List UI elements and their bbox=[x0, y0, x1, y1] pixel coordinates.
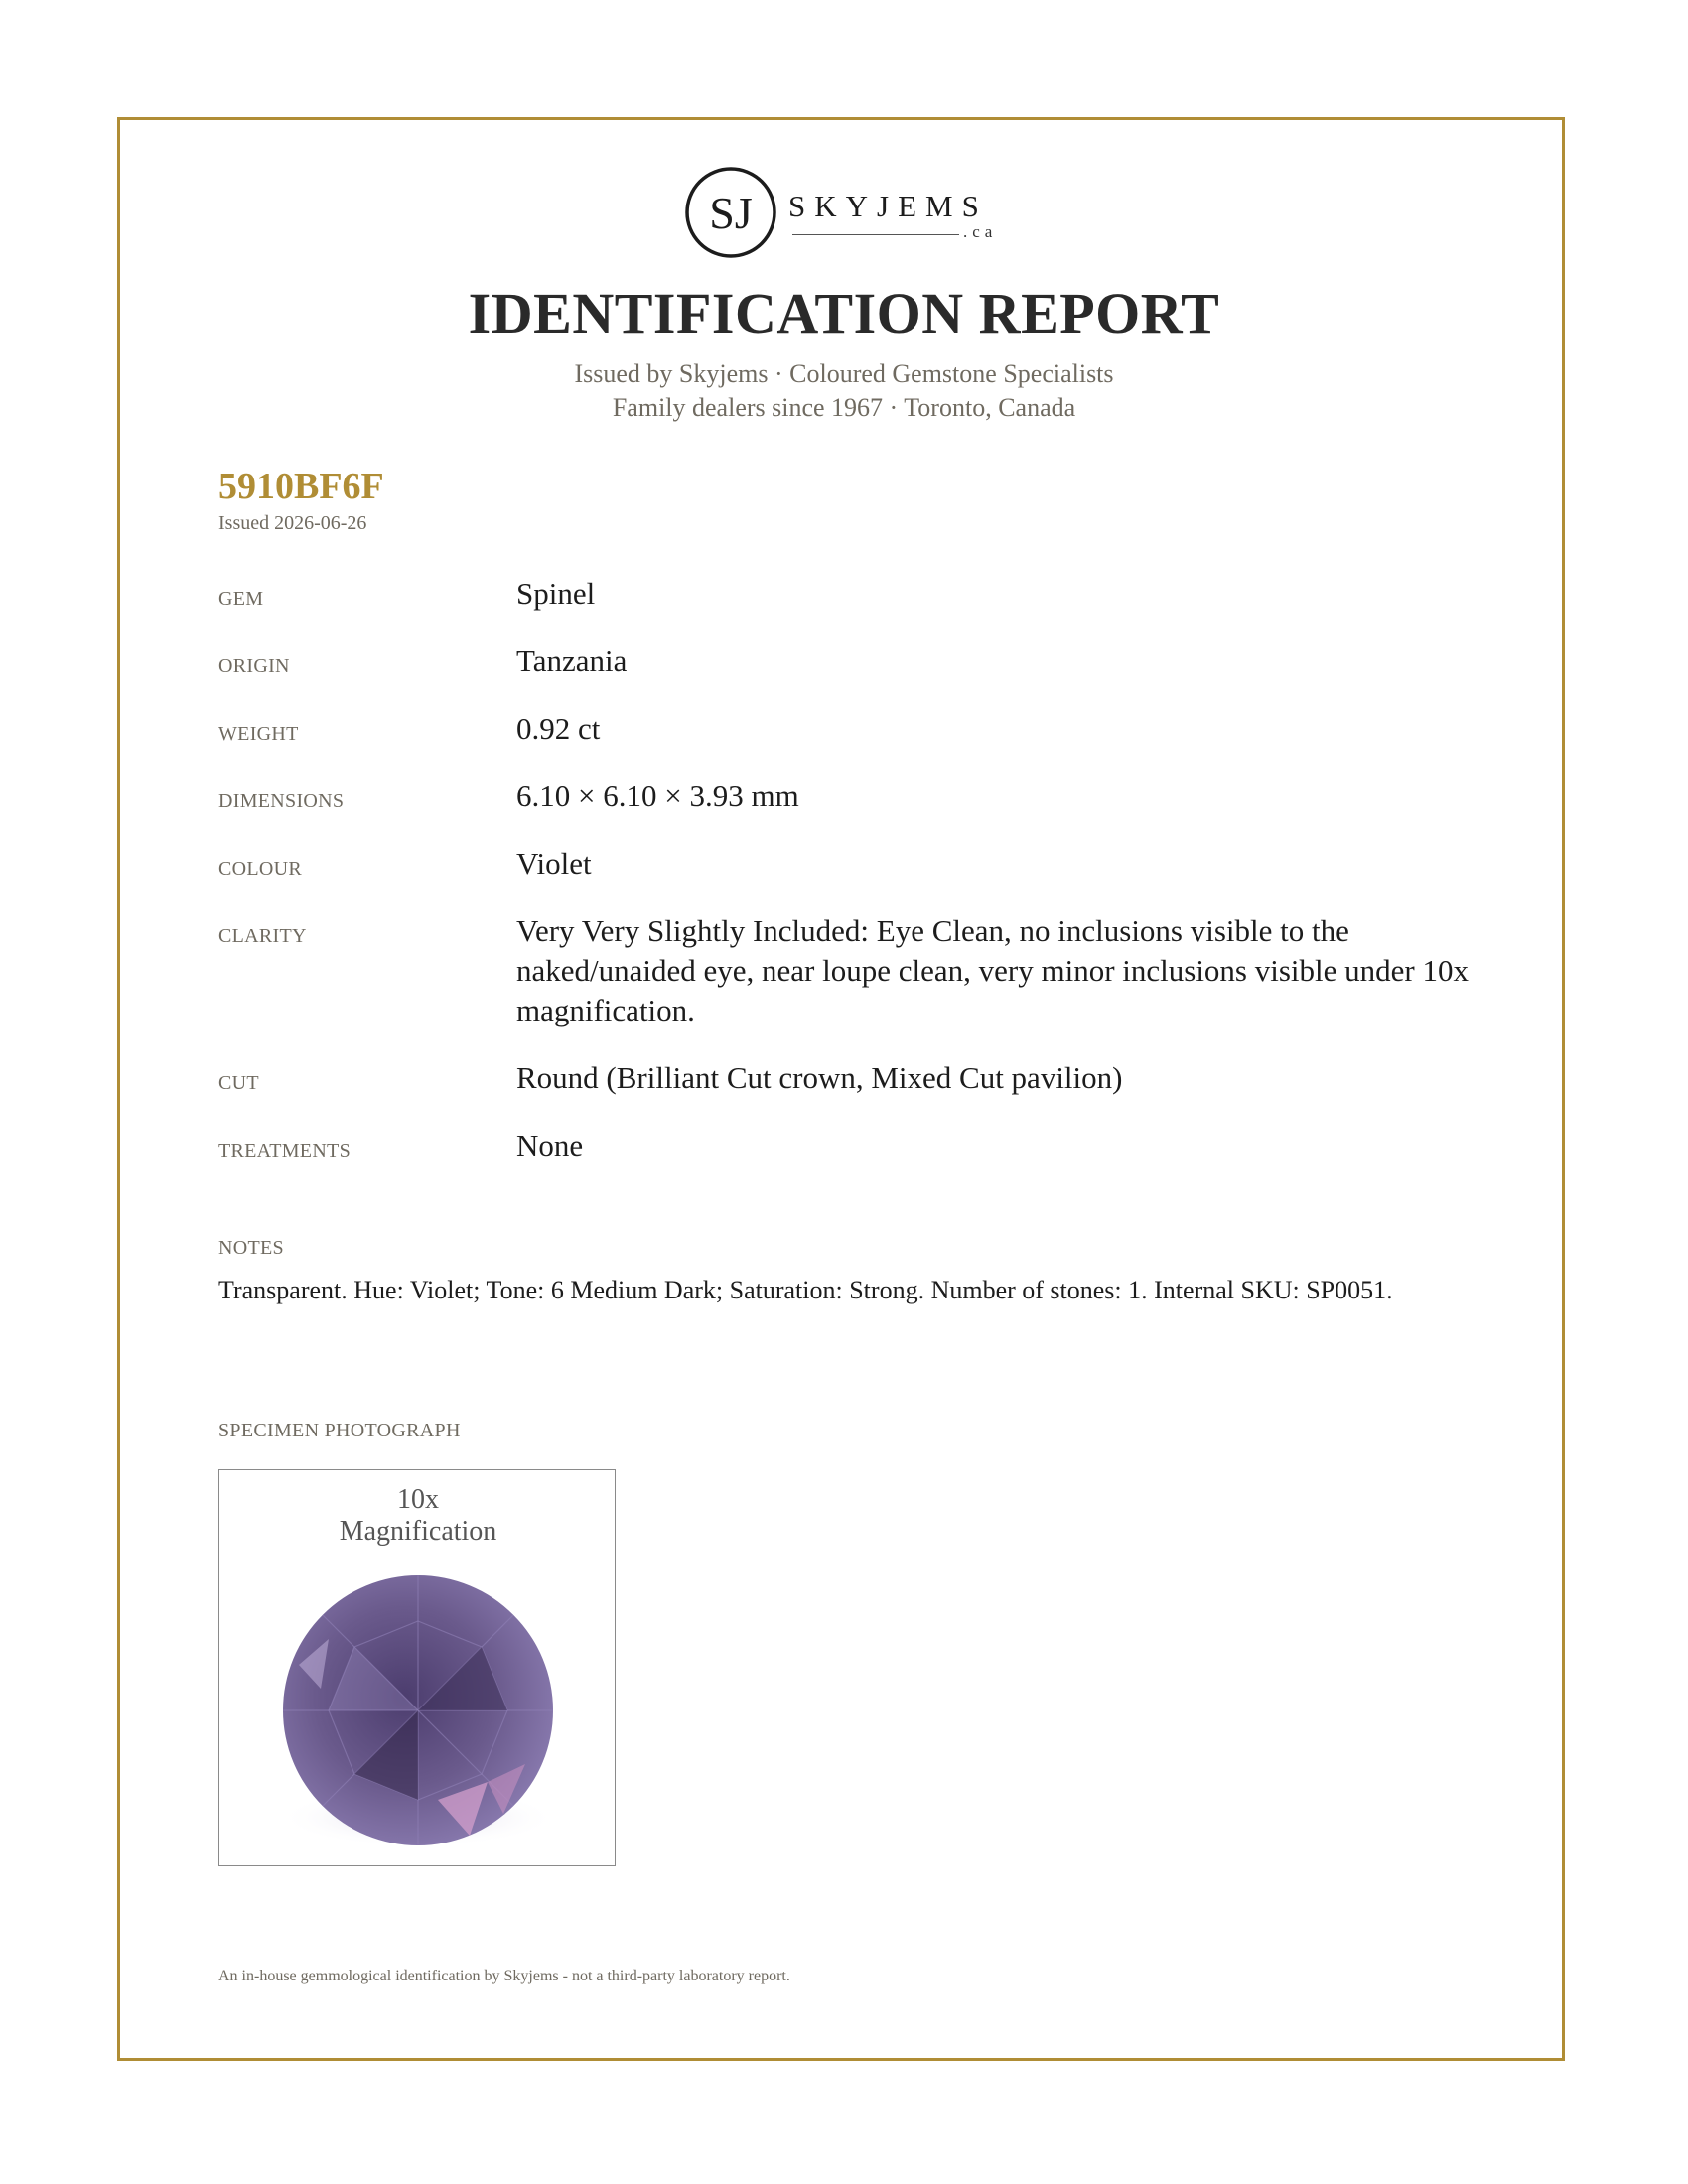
gem-label: GEM bbox=[218, 588, 264, 610]
report-title: IDENTIFICATION REPORT bbox=[468, 281, 1220, 345]
magnification-caption: Magnification bbox=[339, 1516, 497, 1547]
colour-label: COLOUR bbox=[218, 858, 303, 880]
monogram-text: SJ bbox=[709, 188, 753, 238]
cut-value: Round (Brilliant Cut crown, Mixed Cut pavilion) bbox=[516, 1060, 1123, 1095]
dimensions-value: 6.10 × 6.10 × 3.93 mm bbox=[516, 778, 799, 813]
logo-wordmark: SKYJEMS bbox=[788, 189, 988, 223]
logo-rule bbox=[792, 234, 959, 235]
treatments-value: None bbox=[516, 1128, 584, 1162]
colour-value: Violet bbox=[516, 846, 592, 881]
dimensions-label: DIMENSIONS bbox=[218, 790, 345, 812]
treatments-label: TREATMENTS bbox=[218, 1140, 351, 1161]
issue-date: Issued 2026-06-26 bbox=[218, 512, 367, 534]
clarity-value: Very Very Slightly Included: Eye Clean, no inclusions visible to the naked/unaided eye, near loupe clean, very minor inclusions visible under 10x magnification. bbox=[516, 913, 1469, 1027]
weight-label: WEIGHT bbox=[218, 723, 299, 745]
origin-label: ORIGIN bbox=[218, 655, 290, 677]
monogram-emblem bbox=[681, 163, 780, 262]
gem-value: Spinel bbox=[516, 576, 596, 611]
notes-label: NOTES bbox=[218, 1237, 284, 1259]
issuer-line: Issued by Skyjems · Coloured Gemstone Specialists bbox=[574, 359, 1114, 388]
cut-label: CUT bbox=[218, 1072, 259, 1094]
gemstone-image bbox=[259, 1570, 577, 1857]
specimen-photograph bbox=[218, 1469, 616, 1866]
clarity-label: CLARITY bbox=[218, 925, 307, 947]
footer-disclaimer: An in-house gemmological identification by Skyjems - not a third-party laboratory report. bbox=[218, 1968, 790, 1984]
skyjems-logo bbox=[681, 163, 1007, 262]
origin-value: Tanzania bbox=[516, 643, 628, 678]
dealer-line: Family dealers since 1967 · Toronto, Canada bbox=[612, 393, 1076, 422]
specimen-photo-label: SPECIMEN PHOTOGRAPH bbox=[218, 1420, 461, 1441]
magnification-level: 10x bbox=[397, 1484, 439, 1515]
report-id: 5910BF6F bbox=[218, 466, 384, 507]
notes-text: Transparent. Hue: Violet; Tone: 6 Medium Dark; Saturation: Strong. Number of stones: 1. Internal SKU: SP0051. bbox=[218, 1276, 1393, 1304]
weight-value: 0.92 ct bbox=[516, 711, 601, 746]
logo-suffix: .ca bbox=[963, 222, 998, 241]
